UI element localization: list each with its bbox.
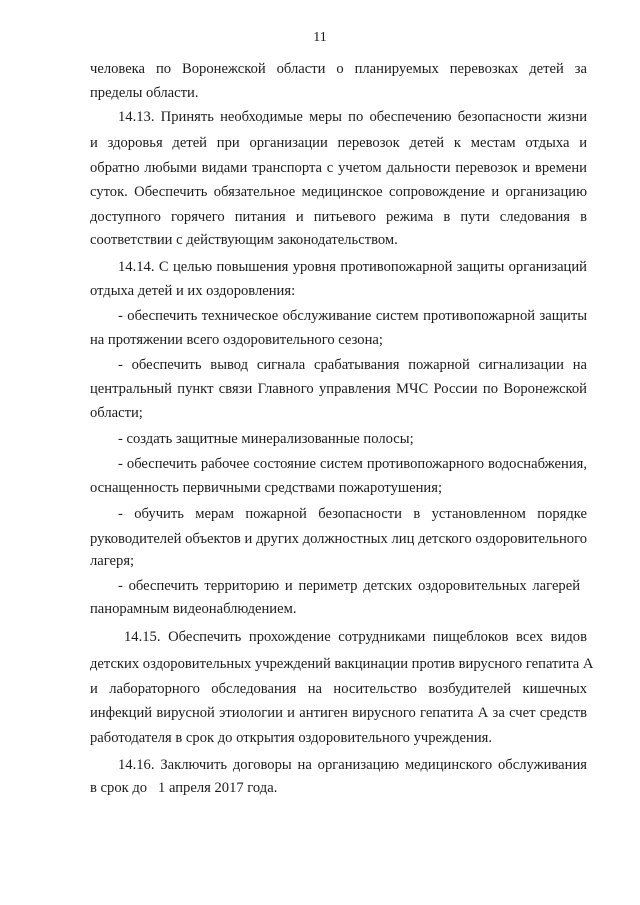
text-line: центральный пункт связи Главного управления МЧС России по Воронежской (90, 381, 587, 397)
text-line: 14.15. Обеспечить прохождение сотрудниками пищеблоков всех видов (124, 629, 587, 645)
text-line: суток. Обеспечить обязательное медицинское сопровождение и организацию (90, 184, 587, 200)
text-line: области; (90, 405, 143, 421)
text-line: в срок до 1 апреля 2017 года. (90, 780, 278, 796)
text-line: оснащенность первичными средствами пожаротушения; (90, 480, 443, 496)
text-line: пределы области. (90, 85, 199, 101)
text-line: - обеспечить рабочее состояние систем противопожарного водоснабжения, (118, 456, 587, 472)
text-line: и лабораторного обследования на носительство возбудителей кишечных (90, 681, 587, 697)
text-line: обратно любыми видами транспорта с учетом дальности перевозок и времени (90, 160, 587, 176)
text-line: - создать защитные минерализованные полосы; (118, 431, 414, 447)
text-line: и здоровья детей при организации перевозок детей к местам отдыха и (90, 135, 587, 151)
text-line: на протяжении всего оздоровительного сезона; (90, 332, 383, 348)
text-line: 14.13. Принять необходимые меры по обеспечению безопасности жизни (118, 109, 587, 125)
text-line: соответствии с действующим законодательством. (90, 232, 398, 248)
text-line: - обеспечить территорию и периметр детских оздоровительных лагерей (118, 578, 580, 594)
text-line: панорамным видеонаблюдением. (90, 601, 297, 617)
text-line: инфекций вирусной этиологии и антиген вирусного гепатита А за счет средств (90, 705, 587, 721)
text-line: 14.16. Заключить договоры на организацию медицинского обслуживания (118, 757, 587, 773)
text-line: работодателя в срок до открытия оздоровительного учреждения. (90, 730, 492, 746)
text-line: отдыха детей и их оздоровления: (90, 283, 296, 299)
text-line: - обеспечить техническое обслуживание систем противопожарной защиты (118, 308, 587, 324)
text-line: руководителей объектов и других должностных лиц детского оздоровительного (90, 531, 587, 547)
text-line: доступного горячего питания и питьевого режима в пути следования в (90, 209, 587, 225)
text-line: детских оздоровительных учреждений вакцинации против вирусного гепатита А (90, 656, 594, 672)
text-line: человека по Воронежской области о планируемых перевозках детей за (90, 61, 587, 77)
text-line: 14.14. С целью повышения уровня противопожарной защиты организаций (118, 259, 587, 275)
text-line: - обучить мерам пожарной безопасности в установленном порядке (118, 506, 587, 522)
page-number: 11 (313, 30, 327, 45)
text-line: - обеспечить вывод сигнала срабатывания пожарной сигнализации на (118, 357, 587, 373)
text-line: лагеря; (90, 553, 135, 569)
